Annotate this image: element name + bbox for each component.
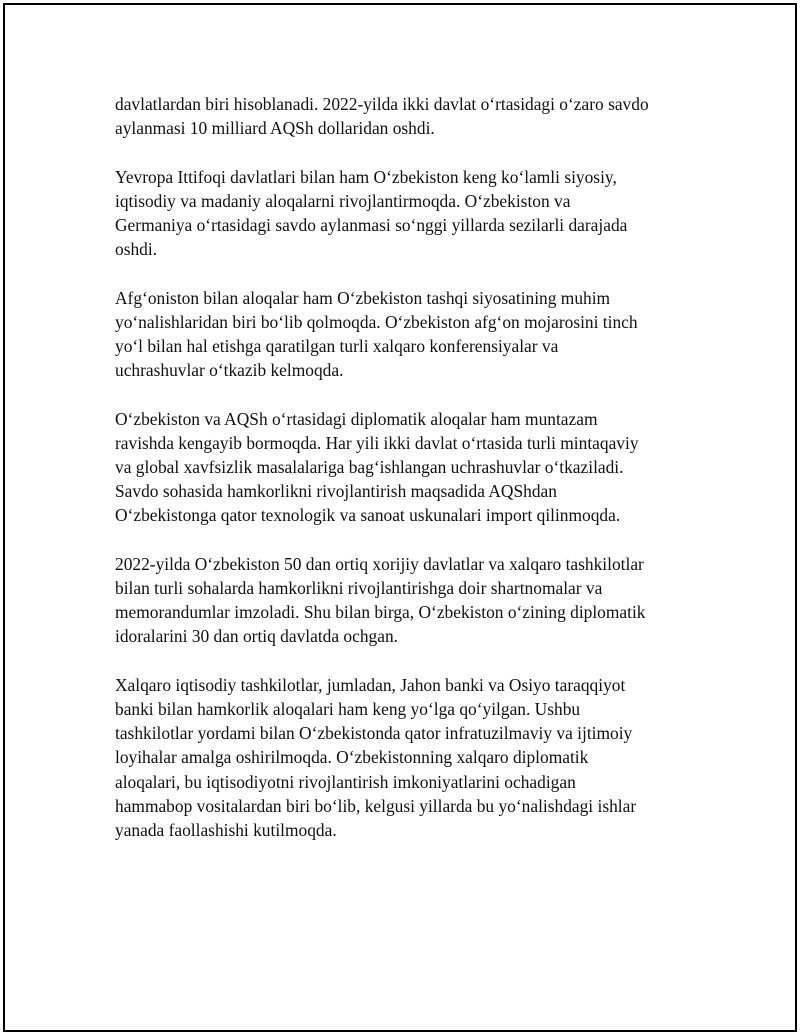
document-body <box>115 92 705 866</box>
paragraph-usa-relations: O‘zbekiston va AQSh o‘rtasidagi diplomatik aloqalar ham muntazam ravishda kengayib bormoqda. Har yili ikki davlat o‘rtasida turli mintaqaviy va global xavfsizlik masalalariga bag‘ishlangan uchrashuvlar o‘tkaziladi. Savdo sohasida hamkorlikni rivojlantirish maqsadida AQShdan O‘zbekistonga qator texnologik va sanoat uskunalari import qilinmoqda. <box>115 408 639 526</box>
paragraph-trade-turnover: davlatlardan biri hisoblanadi. 2022-yilda ikki davlat o‘rtasidagi o‘zaro savdo aylanmasi 10 milliard AQSh dollaridan oshdi. <box>115 94 649 139</box>
paragraph-european-union: Yevropa Ittifoqi davlatlari bilan ham O‘zbekiston keng ko‘lamli siyosiy, iqtisodiy va madaniy aloqalarni rivojlantirmoqda. O‘zbekiston va Germaniya o‘rtasidagi savdo aylanmasi so‘nggi yillarda sezilarli darajada oshdi. <box>115 166 628 260</box>
paragraph-agreements-2022: 2022-yilda O‘zbekiston 50 dan ortiq xorijiy davlatlar va xalqaro tashkilotlar bilan turli sohalarda hamkorlikni rivojlantirishga doir shartnomalar va memorandumlar imzoladi. Shu bilan birga, O‘zbekiston o‘zining diplomatik idoralarini 30 dan ortiq davlatda ochgan. <box>115 553 646 647</box>
paragraph-afghanistan: Afg‘oniston bilan aloqalar ham O‘zbekiston tashqi siyosatining muhim yo‘nalishlaridan biri bo‘lib qolmoqda. O‘zbekiston afg‘on mojarosini tinch yo‘l bilan hal etishga qaratilgan turli xalqaro konferensiyalar va uchrashuvlar o‘tkazib kelmoqda. <box>115 287 638 381</box>
paragraph-international-organizations: Xalqaro iqtisodiy tashkilotlar, jumladan, Jahon banki va Osiyo taraqqiyot banki bilan hamkorlik aloqalari ham keng yo‘lga qo‘yilgan. Ushbu tashkilotlar yordami bilan O‘zbekistonda qator infratuzilmaviy va ijtimoiy loyihalar amalga oshirilmoqda. O‘zbekistonning xalqaro diplomatik aloqalari, bu iqtisodiyotni rivojlantirish imkoniyatlarini ochadigan hammabop vositalardan biri bo‘lib, kelgusi yillarda bu yo‘nalishdagi ishlar yanada faollashishi kutilmoqda. <box>115 674 637 841</box>
